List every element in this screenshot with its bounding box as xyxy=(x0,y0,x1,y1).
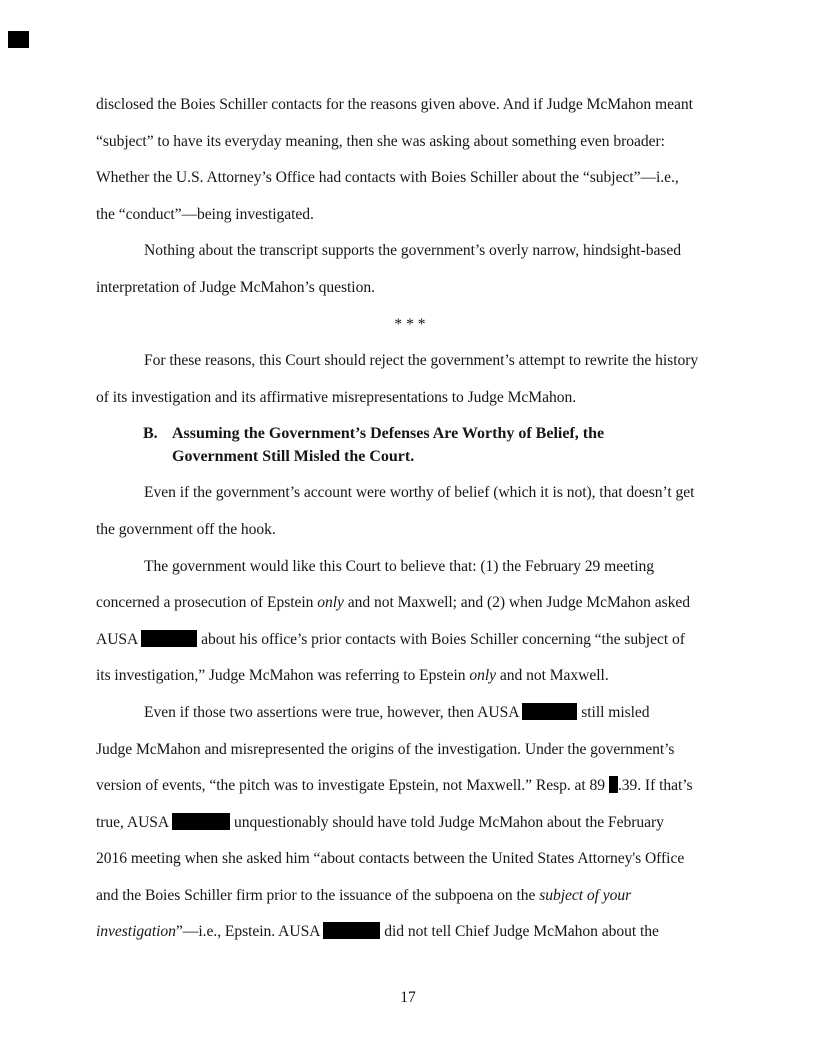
text-run: and not Maxwell; and (2) when Judge McMahon asked xyxy=(343,594,691,612)
section-heading-line: Government Still Misled the Court. xyxy=(172,448,415,466)
redaction-box xyxy=(522,703,577,720)
redaction-box xyxy=(609,776,618,793)
text-run: about his office’s prior contacts with Boies Schiller concerning “the subject of xyxy=(197,630,685,648)
section-heading xyxy=(143,422,724,468)
text-run: its investigation,” Judge McMahon was referring to Epstein xyxy=(96,667,470,685)
body-text-line xyxy=(96,475,724,512)
body-text-line xyxy=(96,343,724,380)
document-body xyxy=(96,87,724,951)
body-text-line xyxy=(96,160,724,197)
body-text-line xyxy=(96,878,724,915)
text-run: of its investigation and its affirmative misrepresentations to Judge McMahon. xyxy=(96,388,577,406)
text-run: “subject” to have its everyday meaning, then she was asking about something even broader: xyxy=(96,132,665,150)
text-run: the “conduct”—being investigated. xyxy=(96,205,314,223)
body-text-line xyxy=(96,87,724,124)
text-run: and the Boies Schiller firm prior to the issuance of the subpoena on the xyxy=(96,886,540,904)
text-run: 2016 meeting when she asked him “about contacts between the United States Attorney's Office xyxy=(96,850,685,868)
section-heading-line: Assuming the Government’s Defenses Are Worthy of Belief, the xyxy=(172,425,605,443)
text-run: AUSA xyxy=(96,630,142,648)
body-text-line xyxy=(96,914,724,951)
section-heading-label: B. xyxy=(143,425,158,443)
text-run: Even if the government’s account were worthy of belief (which it is not), that doesn’t get xyxy=(144,484,695,502)
text-run: concerned a prosecution of Epstein xyxy=(96,594,318,612)
italic-text: only xyxy=(469,667,497,685)
text-run: Judge McMahon and misrepresented the origins of the investigation. Under the government’s xyxy=(96,740,675,758)
italic-text: subject of your xyxy=(539,886,632,904)
section-separator: * * * xyxy=(394,315,426,333)
italic-text: investigation xyxy=(96,923,176,941)
text-run: Even if those two assertions were true, however, then AUSA xyxy=(144,703,523,721)
body-text-line xyxy=(96,695,724,732)
body-text-line xyxy=(96,270,724,307)
body-text-line xyxy=(96,380,724,417)
text-run: unquestionably should have told Judge McMahon about the February xyxy=(230,813,664,831)
text-run: The government would like this Court to believe that: (1) the February 29 meeting xyxy=(144,557,654,575)
text-run: ”—i.e., Epstein. AUSA xyxy=(175,923,324,941)
page-number: 17 xyxy=(400,989,416,1006)
text-run: disclosed the Boies Schiller contacts for the reasons given above. And if Judge McMahon meant xyxy=(96,96,693,113)
text-run: true, AUSA xyxy=(96,813,173,831)
text-run: interpretation of Judge McMahon’s question. xyxy=(96,278,375,296)
body-text-line xyxy=(96,622,724,659)
redaction-box xyxy=(323,922,380,939)
text-run: Nothing about the transcript supports the government’s overly narrow, hindsight-based xyxy=(144,242,681,260)
body-text-line xyxy=(96,197,724,234)
text-run: the government off the hook. xyxy=(96,520,276,538)
body-text-line xyxy=(96,805,724,842)
body-text-line xyxy=(96,124,724,161)
section-heading-text xyxy=(172,422,604,468)
text-run: .39. If that’s xyxy=(617,777,693,795)
body-text-line xyxy=(96,585,724,622)
body-text-line xyxy=(96,658,724,695)
text-run: version of events, “the pitch was to investigate Epstein, not Maxwell.” Resp. at 89 xyxy=(96,777,609,795)
redaction-box xyxy=(141,630,197,647)
text-run: and not Maxwell. xyxy=(496,667,609,685)
body-text-line xyxy=(96,512,724,549)
text-run: did not tell Chief Judge McMahon about the xyxy=(380,923,659,941)
text-run: still misled xyxy=(577,703,650,721)
text-run: For these reasons, this Court should reject the government’s attempt to rewrite the history xyxy=(144,352,699,370)
body-text-line xyxy=(96,549,724,586)
corner-redaction-mark xyxy=(8,31,29,48)
redaction-box xyxy=(172,813,230,830)
body-text-line xyxy=(96,841,724,878)
italic-text: only xyxy=(317,594,344,612)
body-text-line xyxy=(96,732,724,769)
body-text-line xyxy=(96,233,724,270)
body-text-line xyxy=(96,768,724,805)
text-run: Whether the U.S. Attorney’s Office had contacts with Boies Schiller about the “subject”—i.e., xyxy=(96,169,679,187)
